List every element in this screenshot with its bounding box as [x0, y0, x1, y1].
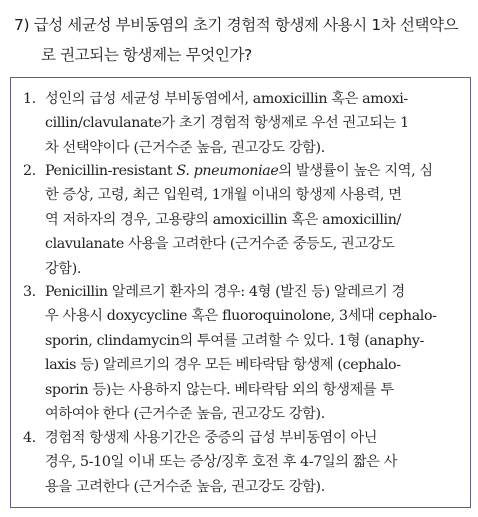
item-line: 용을 고려한다 (근거수준 높음, 권고강도 강함).: [45, 478, 325, 495]
item-line: 강함).: [45, 260, 82, 277]
item-text: Penicillin-resistant: [45, 163, 177, 179]
item-line: 우 사용시 doxycycline 혹은 fluoroquinolone, 3세대 cephalo-: [45, 308, 437, 325]
question-line-2: 로 권고되는 항생제는 무엇인가?: [41, 46, 252, 64]
item-line: 여하여야 한다 (근거수준 높음, 권고강도 강함).: [45, 406, 325, 423]
item-text: 의 발생률이 높은 지역, 심: [278, 163, 433, 179]
species-name: S. pneumoniae: [176, 163, 279, 179]
answer-item-1: [23, 87, 459, 160]
item-line: 성인의 급성 세균성 부비동염에서, amoxicillin 혹은 amoxi-: [45, 91, 408, 107]
item-line: clavulanate 사용을 고려한다 (근거수준 중등도, 권고강도: [45, 236, 395, 253]
item-number: 3.: [23, 284, 36, 300]
item-line: sporin 등)는 사용하지 않는다. 베타락탐 외의 항생제를 투: [45, 381, 394, 398]
item-line: cillin/clavulanate가 초기 경험적 항생제로 우선 권고되는 1: [45, 115, 409, 132]
item-number: 2.: [23, 163, 36, 179]
answer-item-3: [23, 280, 459, 426]
item-line: 경우, 5-10일 이내 또는 증상/징후 호전 후 4-7일의 짧은 사: [45, 454, 398, 471]
answer-item-2: [23, 159, 459, 281]
item-line: 역 저하자의 경우, 고용량의 amoxicillin 혹은 amoxicillin/: [45, 211, 401, 228]
item-number: 1.: [23, 91, 36, 107]
question-line-1: 7) 급성 세균성 부비동염의 초기 경험적 항생제 사용시 1차 선택약으: [14, 16, 459, 34]
item-line: laxis 등) 알레르기의 경우 모든 베타락탐 항생제 (cephalo-: [45, 357, 401, 374]
answer-item-4: [23, 426, 459, 499]
item-line: 차 선택약이다 (근거수준 높음, 권고강도 강함).: [45, 139, 325, 156]
item-line: Penicillin 알레르기 환자의 경우: 4형 (발진 등) 알레르기 경: [45, 284, 405, 300]
item-line: sporin, clindamycin의 투여를 고려할 수 있다. 1형 (anaphy-: [45, 332, 425, 349]
question-text: [14, 10, 470, 70]
item-line: 경험적 항생제 사용기간은 중증의 급성 부비동염이 아닌: [45, 430, 378, 446]
item-line: 한 증상, 고령, 최근 입원력, 1개월 이내의 항생제 사용력, 면: [45, 187, 402, 204]
item-line-first: [23, 159, 459, 183]
answer-box: [10, 77, 471, 508]
item-number: 4.: [23, 430, 36, 446]
